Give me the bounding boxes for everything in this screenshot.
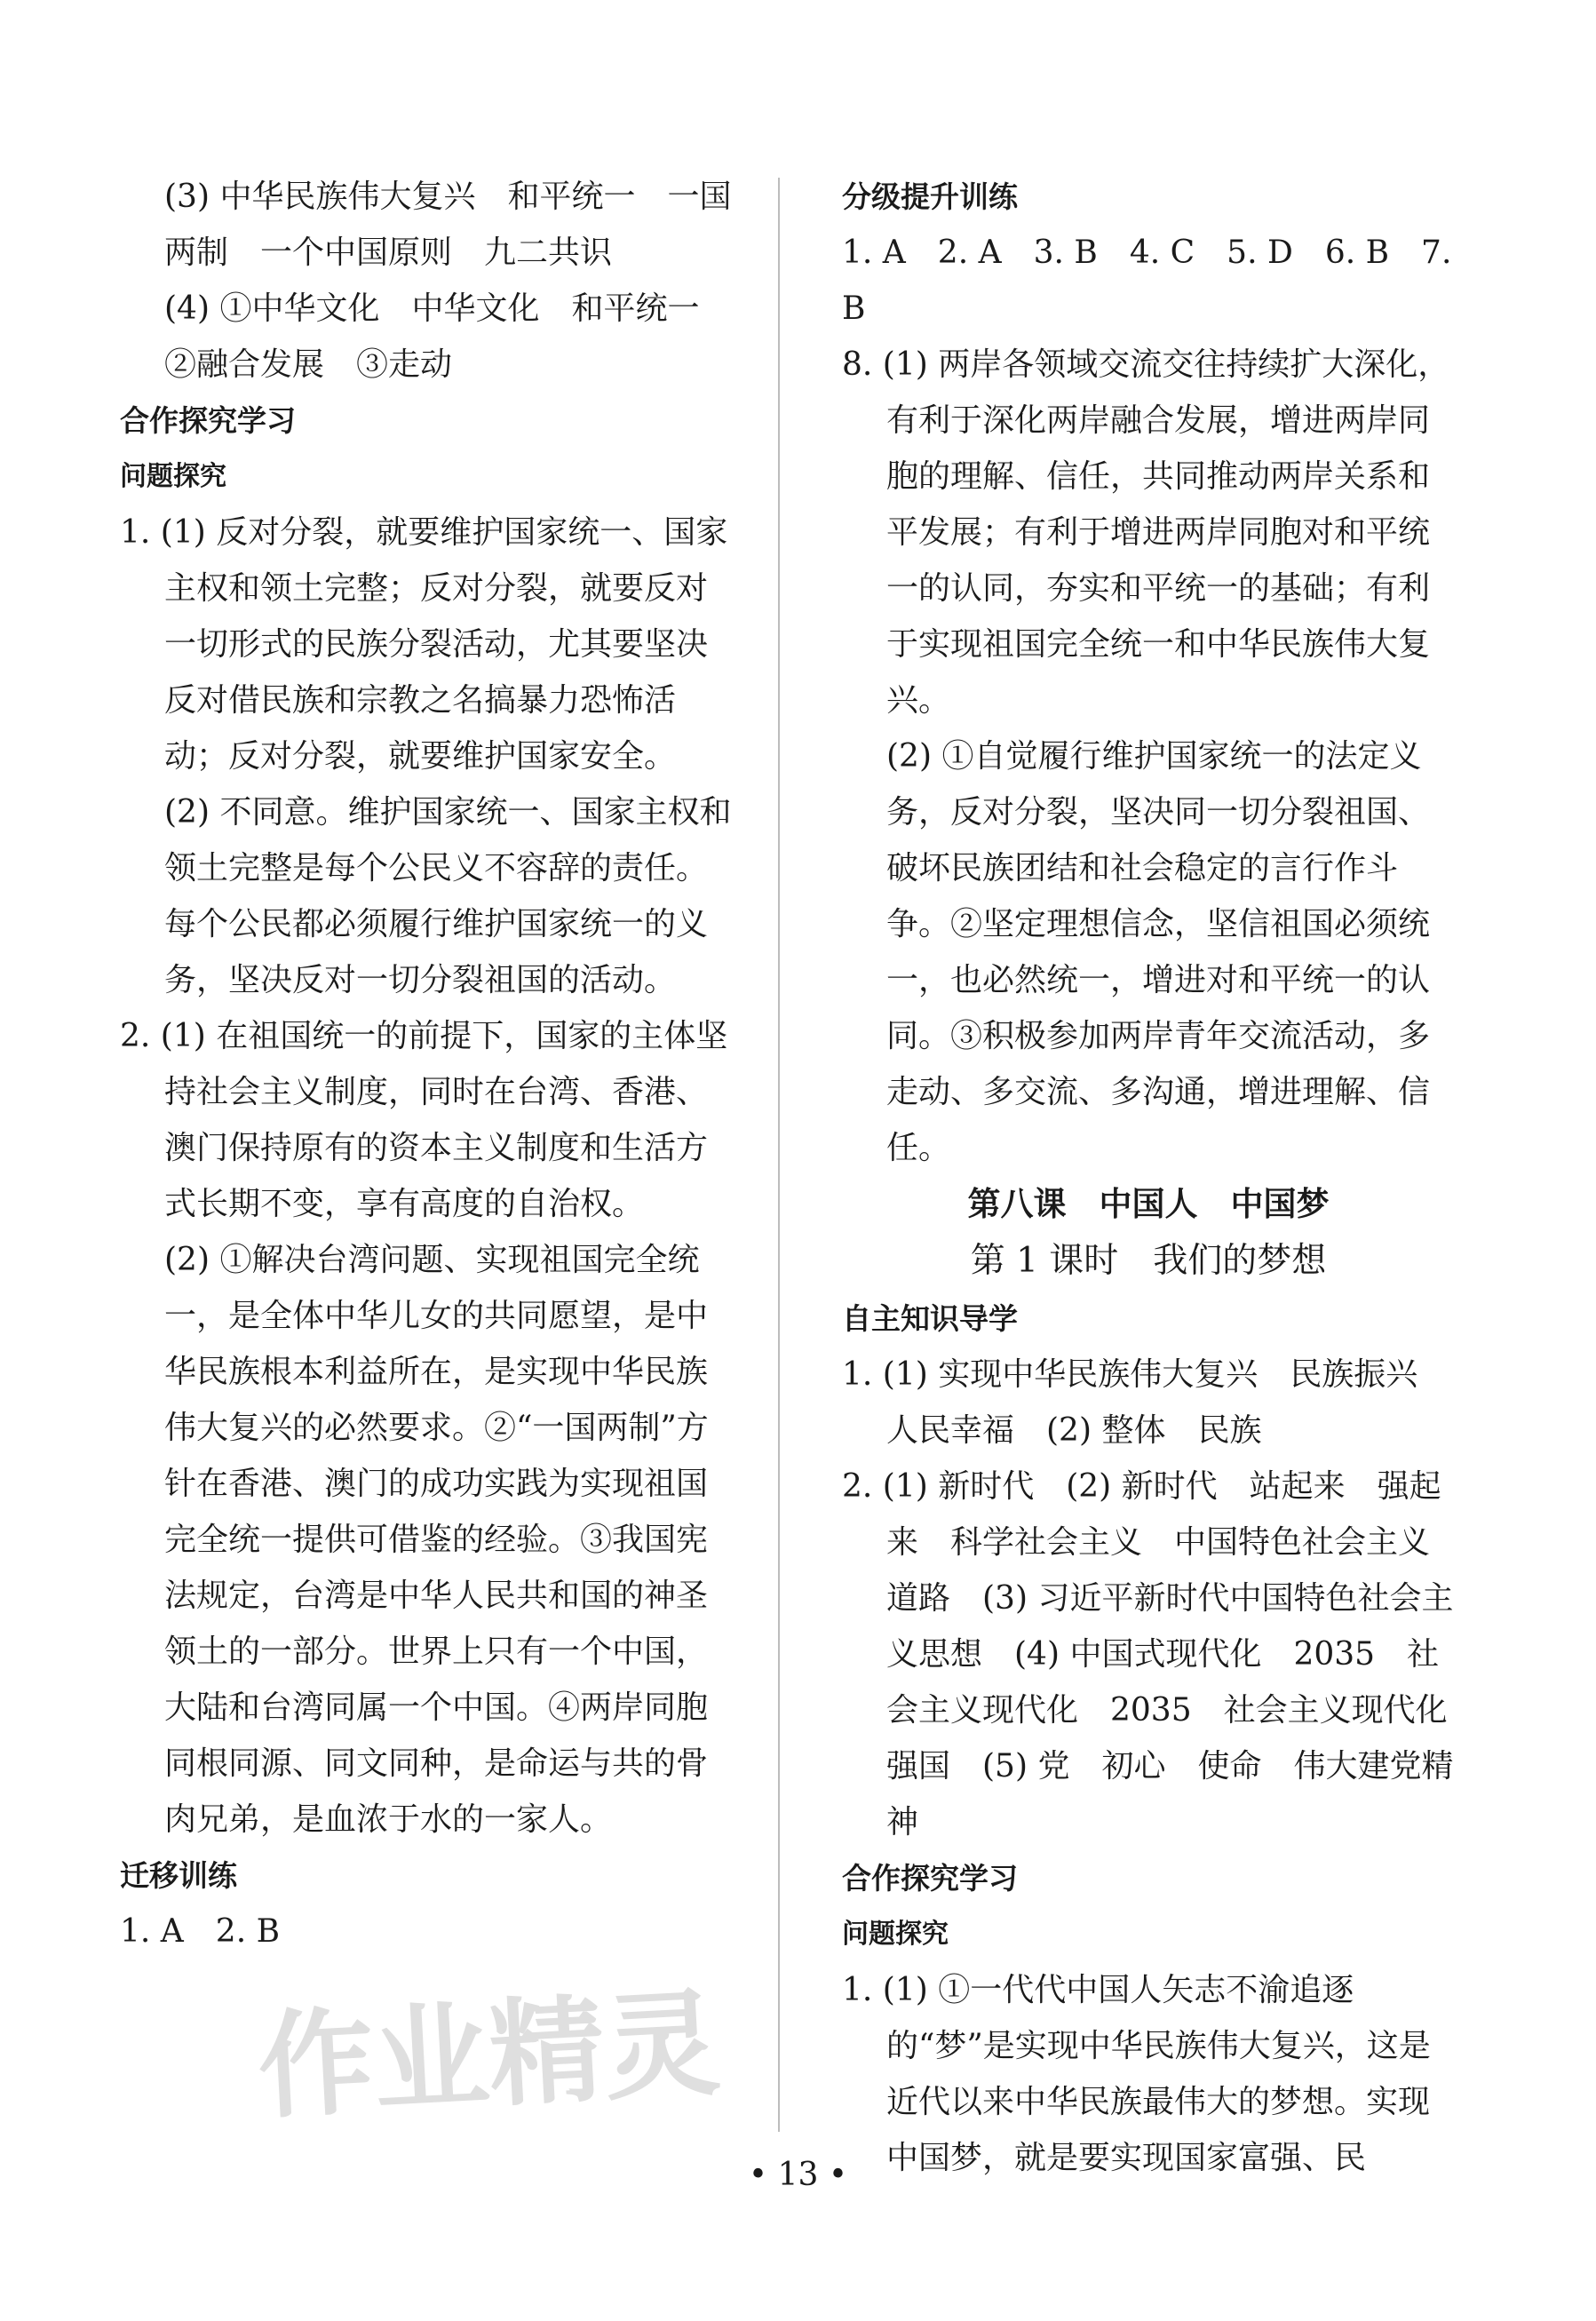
column-divider [778,178,780,2132]
section-heading: 合作探究学习 [842,1861,1018,1896]
answer-line: 1. A 2. A 3. B 4. C 5. D 6. B 7. B [842,234,1452,327]
left-column [120,169,733,1959]
answer-line: (3) 中华民族伟大复兴 和平统一 一国两制 一个中国原则 九二共识 [164,179,732,271]
answer-paragraph: 2. (1) 在祖国统一的前提下，国家的主体坚持社会主义制度，同时在台湾、香港、澳门保持原有的资本主义制度和生活方式长期不变，享有高度的自治权。 [120,1018,728,1222]
section-heading: 合作探究学习 [120,403,296,438]
answer-line: (4) ①中华文化 中华文化 和平统一 ②融合发展 ③走动 [164,290,732,383]
subsection-heading: 问题探究 [842,1919,949,1950]
answer-paragraph: 1. (1) ①一代代中国人矢志不渝追逐的“梦”是实现中华民族伟大复兴，这是近代以来中华民族最伟大的梦想。实现中国梦，就是要实现国家富强、民 [842,1972,1431,2176]
lesson-title: 第八课 中国人 中国梦 [967,1184,1330,1223]
answer-paragraph: (2) ①自觉履行维护国家统一的法定义务，反对分裂，坚决同一切分裂祖国、破坏民族团结和社会稳定的言行作斗争。②坚定理想信念，坚信祖国必须统一，也必然统一，增进对和平统一的认同。③积极参加两岸青年交流活动，多走动、多交流、多沟通，增进理解、信任。 [886,738,1431,1166]
answer-paragraph: 1. (1) 反对分裂，就要维护国家统一、国家主权和领土完整；反对分裂，就要反对一切形式的民族分裂活动，尤其要坚决反对借民族和宗教之名搞暴力恐怖活动；反对分裂，就要维护国家安全。 [120,514,728,775]
answer-paragraph: 2. (1) 新时代 (2) 新时代 站起来 强起来 科学社会主义 中国特色社会主义 道路 (3) 习近平新时代中国特色社会主义思想 (4) 中国式现代化 2035 社会主义现代化 2035 社会主义现代化强国 (5) 党 初心 使命 伟大建党精神 [842,1468,1463,1840]
section-heading: 分级提升训练 [842,179,1018,214]
section-heading: 自主知识导学 [842,1301,1018,1336]
answer-paragraph: (2) 不同意。维护国家统一、国家主权和领土完整是每个公民义不容辞的责任。每个公民都必须履行维护国家统一的义务，坚决反对一切分裂祖国的活动。 [164,794,732,998]
subsection-heading: 问题探究 [120,461,226,492]
answer-paragraph: (2) ①解决台湾问题、实现祖国完全统一，是全体中华儿女的共同愿望，是中华民族根本利益所在，是实现中华民族伟大复兴的必然要求。②“一国两制”方针在香港、澳门的成功实践为实现祖国完全统一提供可借鉴的经验。③我国宪法规定，台湾是中华人民共和国的神圣领土的一部分。世界上只有一个中国，大陆和台湾同属一个中国。④两岸同胞同根同源、同文同种，是命运与共的骨肉兄弟，是血浓于水的一家人。 [164,1242,709,1838]
page-number: • 13 • [748,2157,848,2193]
right-column [842,169,1463,2186]
section-heading: 迁移训练 [120,1858,237,1893]
answer-line: 1. A 2. B [120,1913,281,1950]
period-title: 第 1 课时 我们的梦想 [970,1241,1327,1281]
answer-paragraph: 1. (1) 实现中华民族伟大复兴 民族振兴 人民幸福 (2) 整体 民族 [842,1356,1450,1449]
watermark: 作业精灵 [254,1975,724,2135]
answer-paragraph: 8. (1) 两岸各领域交流交往持续扩大深化，有利于深化两岸融合发展，增进两岸同胞的理解、信任，共同推动两岸关系和平发展；有利于增进两岸同胞对和平统一的认同，夯实和平统一的基础；有利于实现祖国完全统一和中华民族伟大复兴。 [842,346,1450,719]
